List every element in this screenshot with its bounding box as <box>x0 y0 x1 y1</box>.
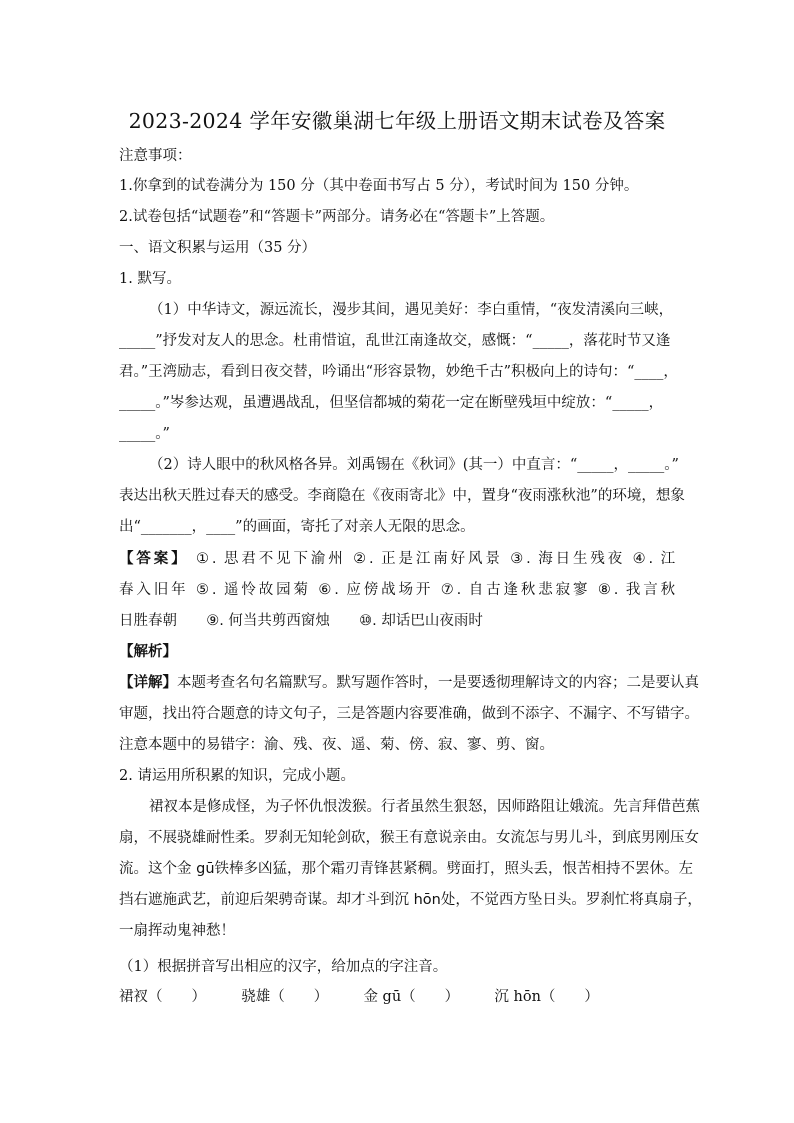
q1-part1-line: _____。” <box>119 426 170 442</box>
q1-part1-line: _____。”岑参达观，虽遭遇战乱，但坚信都城的菊花一定在断壁残垣中绽放：“_____， <box>119 395 664 411</box>
question-1-heading: 1. 默写。 <box>119 271 181 287</box>
passage-line: 一扇挥动鬼神愁！ <box>119 923 235 939</box>
q1-part2-line: 出“_______，____”的画面，寄托了对亲人无限的思念。 <box>119 519 475 535</box>
answer-line <box>119 611 483 631</box>
passage-line: 扇，不展骁雄耐性柔。罗刹无知轮剑砍，猴王有意说亲由。女流怎与男儿斗，到底男刚压女 <box>119 830 699 846</box>
detail-text: 本题考查名句名篇默写。默写题作答时，一是要透彻理解诗文的内容；二是要认真 <box>177 675 699 691</box>
answer-item: ⑦. 自古逢秋悲寂寥 <box>440 582 591 598</box>
q1-part2-line: 表达出秋天胜过春天的感受。李商隐在《夜雨寄北》中，置身“夜雨涨秋池”的环境，想象 <box>119 488 685 504</box>
notice-item-1: 1.你拿到的试卷满分为 150 分（其中卷面书写占 5 分），考试时间为 150 分钟。 <box>119 178 639 194</box>
notice-heading: 注意事项： <box>119 148 192 164</box>
fill-blank: 沉 hōn（ ） <box>494 989 599 1005</box>
document-title: 2023-2024 学年安徽巢湖七年级上册语文期末试卷及答案 <box>128 109 666 133</box>
detail-label: 【详解】 <box>119 675 177 691</box>
detail-line: 注意本题中的易错字：渝、残、夜、遥、菊、傍、寂、寥、剪、窗。 <box>119 737 554 753</box>
q1-part1-line: （1）中华诗文，源远流长，漫步其间，遇见美好：李白重情，“夜发清溪向三峡， <box>149 302 674 318</box>
answer-label: 【答案】 <box>119 551 189 567</box>
answer-line <box>119 580 675 600</box>
answer-item: 春入旧年 <box>119 582 189 598</box>
answer-item: 日胜春朝 <box>119 613 177 629</box>
fill-blank: 裙衩（ ） <box>119 989 206 1005</box>
answer-item: ⑥. 应傍战场开 <box>318 582 434 598</box>
answer-item: ⑩. 却话巴山夜雨时 <box>359 613 483 629</box>
answer-line <box>119 549 675 569</box>
answer-item: ⑤. 遥怜故园菊 <box>196 582 311 598</box>
answer-item: ①. 思君不见下渝州 <box>196 551 346 567</box>
q1-part1-line: _____”抒发对友人的思念。杜甫惜谊，乱世江南逢故交，感慨：“_____，落花时节又逢 <box>119 333 671 349</box>
answer-item: ②. 正是江南好风景 <box>353 551 503 567</box>
answer-item: ③. 海日生残夜 <box>510 551 626 567</box>
q1-part1-line: 君。”王湾励志，看到日夜交替，吟诵出“形容景物，妙绝千古”积极向上的诗句：“____， <box>119 364 678 380</box>
question-2-heading: 2. 请运用所积累的知识，完成小题。 <box>119 768 355 784</box>
answer-item: ⑨. 何当共剪西窗烛 <box>206 613 330 629</box>
fill-blank-row <box>119 987 599 1007</box>
answer-item: ⑧. 我言秋 <box>597 582 676 598</box>
fill-blank: 金 gū（ ） <box>363 989 460 1005</box>
passage-line: 流。这个金 gū铁棒多凶猛，那个霜刃青锋甚紧稠。劈面打，照头丢，恨苦相持不罢休。左 <box>119 861 693 877</box>
answer-item: ④. 江 <box>632 551 676 567</box>
analysis-label: 【解析】 <box>119 644 177 660</box>
section-1-heading: 一、语文积累与运用（35 分） <box>119 240 317 256</box>
detail-line <box>119 673 699 693</box>
notice-item-2: 2.试卷包括“试题卷”和“答题卡”两部分。请务必在“答题卡”上答题。 <box>119 209 555 225</box>
passage-line: 挡右遮施武艺，前迎后架骋奇谋。却才斗到沉 hōn处，不觉西方坠日头。罗刹忙将真扇子， <box>119 892 702 908</box>
fill-blank: 骁雄（ ） <box>241 989 329 1005</box>
passage-line: 裙衩本是修成怪，为子怀仇恨泼猴。行者虽然生狠怒，因师路阻让娥流。先言拜借芭蕉 <box>149 799 700 815</box>
q1-part2-line: （2）诗人眼中的秋风格各异。刘禹锡在《秋词》(其一）中直言：“_____，_____。” <box>149 457 679 473</box>
sub-question-1: （1）根据拼音写出相应的汉字，给加点的字注音。 <box>119 959 448 975</box>
detail-line: 审题，找出符合题意的诗文句子，三是答题内容要准确，做到不添字、不漏字、不写错字。 <box>119 706 699 722</box>
